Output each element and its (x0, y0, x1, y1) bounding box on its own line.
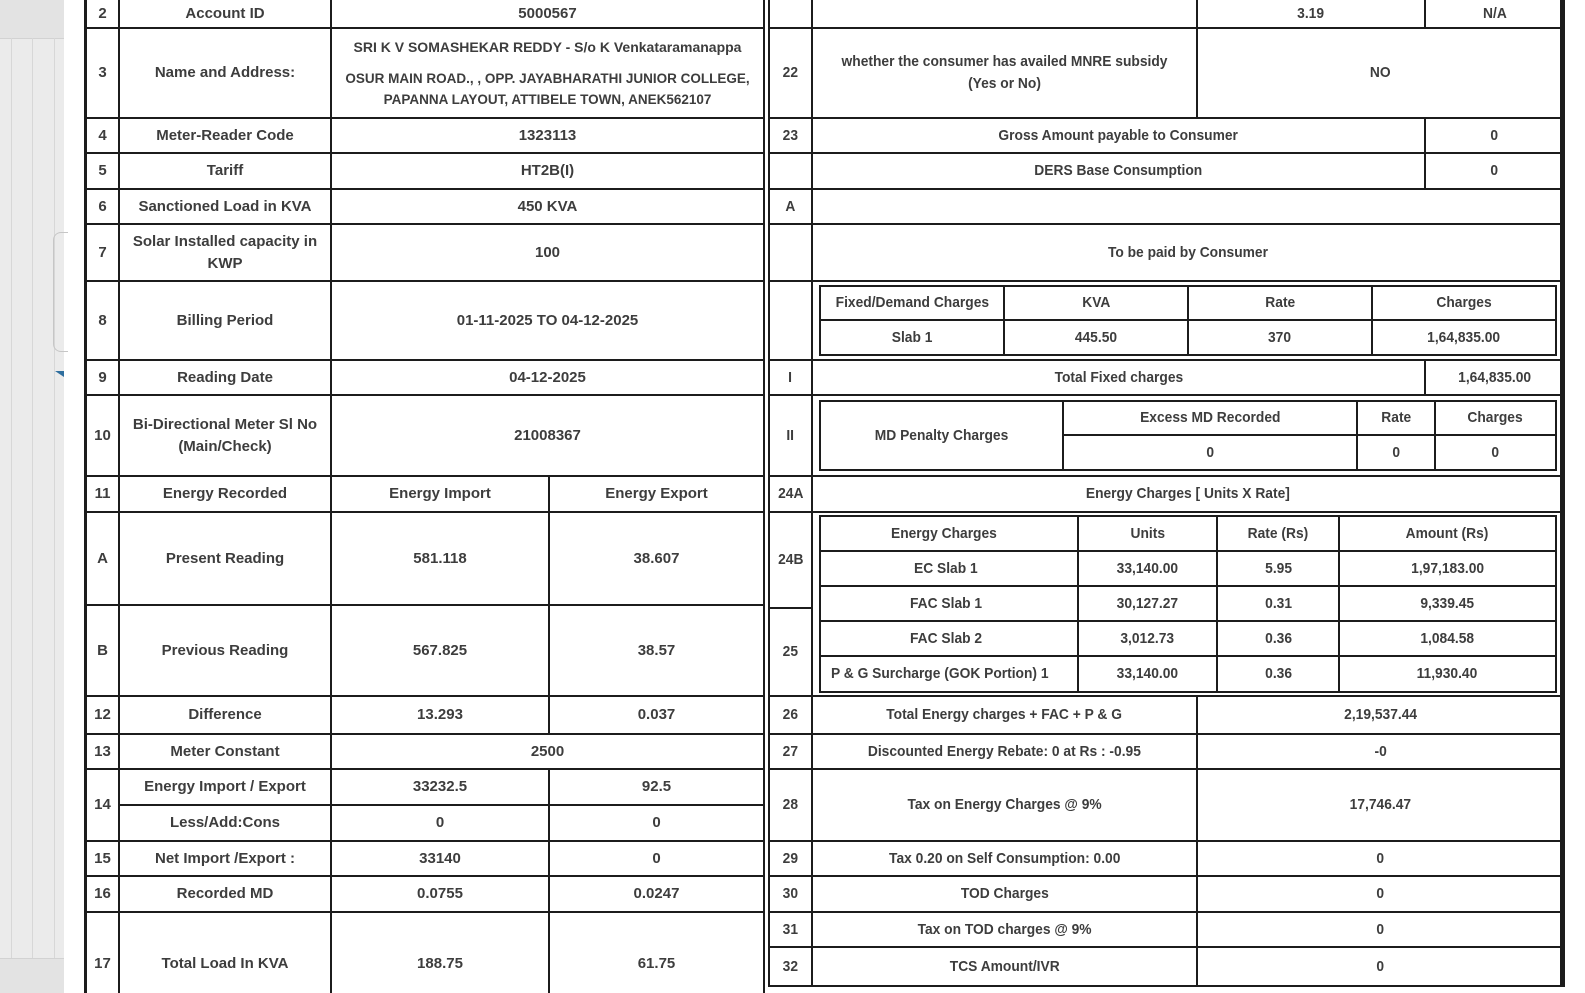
table-row (769, 876, 1564, 912)
table-row (86, 28, 764, 118)
table-row (769, 395, 1564, 476)
col-header (1339, 516, 1556, 551)
cell-text: 30 (782, 885, 799, 903)
cell-text: 1,084.58 (1420, 629, 1475, 647)
cell-text: 17,746.47 (1349, 796, 1412, 814)
table-row (769, 28, 1564, 118)
col-header (820, 516, 1078, 551)
cell-text: Charges (1436, 294, 1492, 312)
row-label: Account ID (119, 0, 331, 28)
row-num: 2 (86, 0, 119, 28)
cell-text: 1,64,835.00 (1458, 368, 1531, 386)
row-label (812, 153, 1425, 189)
row-num (769, 153, 812, 189)
md-penalty-cell (812, 395, 1564, 476)
row-num (769, 876, 812, 912)
cell-text: Fixed/Demand Charges (835, 294, 989, 312)
cell-text: Tax on Energy Charges @ 9% (907, 796, 1102, 814)
cell-text: Slab 1 (891, 328, 933, 346)
table-row (769, 947, 1564, 986)
col-header (1357, 401, 1434, 435)
energy-import-total: 33232.5 (331, 769, 549, 805)
cell-text: 0 (1376, 885, 1385, 903)
row-label (812, 0, 1197, 28)
cell-text: 11,930.40 (1417, 665, 1478, 683)
table-row (86, 360, 764, 395)
table-row (86, 805, 764, 841)
row-label: Billing Period (119, 281, 331, 360)
row-label: Reading Date (119, 360, 331, 395)
cell-text: Excess MD Recorded (1139, 409, 1281, 427)
consumer-details-table (85, 0, 765, 993)
cell-text: FAC Slab 2 (909, 629, 982, 647)
row-label: Bi-Directional Meter Sl No (Main/Check) (119, 395, 331, 476)
charge-name (820, 621, 1078, 656)
ders-base-value (1425, 153, 1564, 189)
col-header (1435, 401, 1556, 435)
background-app-panel (0, 0, 64, 993)
solar-capacity-value: 100 (331, 224, 764, 281)
difference-export: 0.037 (549, 696, 764, 734)
table-row (769, 0, 1564, 28)
mnre-subsidy-value (1197, 28, 1564, 118)
cell-text: 0 (1206, 443, 1214, 461)
cell-text: Energy Charges (891, 524, 998, 542)
table-row (86, 189, 764, 224)
tcs-amount-value (1197, 947, 1564, 986)
table-row (86, 395, 764, 476)
row-num (769, 28, 812, 118)
table-row (86, 912, 764, 993)
cell-text: 2,19,537.44 (1344, 706, 1417, 724)
table-row (86, 734, 764, 769)
cell-text: N/A (1482, 4, 1507, 22)
row-label (820, 401, 1063, 470)
row-label: Meter Constant (119, 734, 331, 769)
cell-text: TOD Charges (960, 885, 1049, 903)
total-load-export: 61.75 (549, 912, 764, 993)
charges-table (768, 0, 1565, 987)
slab-rate (1188, 320, 1372, 355)
present-reading-export: 38.607 (549, 512, 764, 605)
row-num: 16 (86, 876, 119, 912)
cell-text: 0.36 (1264, 629, 1292, 647)
recorded-md-import: 0.0755 (331, 876, 549, 912)
cell-text: EC Slab 1 (914, 559, 978, 577)
cell-text: To be paid by Consumer (1108, 243, 1268, 261)
tod-charges-value (1197, 876, 1564, 912)
row-num (769, 912, 812, 947)
table-row (769, 281, 1564, 360)
charge-units (1078, 656, 1218, 692)
cell-text: Units (1130, 524, 1165, 542)
row-label: Sanctioned Load in KVA (119, 189, 331, 224)
total-energy-charges-value (1197, 696, 1564, 734)
cell-text: Gross Amount payable to Consumer (998, 126, 1239, 144)
panel-rounded-edge (53, 232, 68, 352)
cell-text: 27 (782, 742, 799, 760)
row-num (769, 734, 812, 769)
cell-text: FAC Slab 1 (909, 594, 982, 612)
charge-rate (1217, 551, 1338, 586)
meter-constant-value: 2500 (331, 734, 764, 769)
row-num: 7 (86, 224, 119, 281)
less-add-cons-export: 0 (549, 805, 764, 841)
table-row (769, 696, 1564, 734)
table-row (769, 769, 1564, 841)
row-num (769, 769, 812, 841)
table-row (769, 224, 1564, 281)
slab-charges (1372, 320, 1556, 355)
cell-text: 0.36 (1264, 665, 1292, 683)
row-label: Recorded MD (119, 876, 331, 912)
previous-reading-import: 567.825 (331, 605, 549, 696)
cell-text: 23 (782, 126, 799, 144)
row-label: Name and Address: (119, 28, 331, 118)
row-num (769, 281, 812, 360)
table-row (769, 153, 1564, 189)
row-num: 10 (86, 395, 119, 476)
charge-name (820, 586, 1078, 621)
col-header (1372, 286, 1556, 320)
cell-text: 31 (782, 920, 799, 938)
row-num (769, 0, 812, 28)
table-row (820, 320, 1556, 355)
row-num: 3 (86, 28, 119, 118)
panel-divider (11, 38, 12, 958)
charge-amount (1339, 551, 1556, 586)
charge-amount (1339, 586, 1556, 621)
table-row (769, 476, 1564, 512)
panel-divider (54, 38, 55, 958)
total-fixed-charges-value (1425, 360, 1564, 395)
cell-text: A (785, 197, 796, 215)
cell-text: Total Energy charges + FAC + P & G (886, 706, 1123, 724)
table-row (769, 841, 1564, 876)
panel-bottom-band (0, 958, 64, 993)
row-label: Meter-Reader Code (119, 118, 331, 153)
reading-date-value: 04-12-2025 (331, 360, 764, 395)
table-row (820, 586, 1556, 621)
tax-self-consumption-value (1197, 841, 1564, 876)
md-rate-value (1357, 435, 1434, 470)
empty-cell (812, 189, 1564, 224)
col-header (1078, 516, 1218, 551)
row-num (769, 118, 812, 153)
cell-text: 29 (782, 849, 799, 867)
row-num: 15 (86, 841, 119, 876)
row-num: 9 (86, 360, 119, 395)
tax-energy-value (1197, 769, 1564, 841)
cell-text: 0 (1392, 443, 1400, 461)
charge-units (1078, 621, 1218, 656)
cell-text: 1,64,835.00 (1427, 328, 1501, 346)
cell-text: Total Fixed charges (1054, 368, 1183, 386)
row-label: Previous Reading (119, 605, 331, 696)
net-export-value: 0 (549, 841, 764, 876)
row-num: 6 (86, 189, 119, 224)
col-header (1063, 401, 1357, 435)
fixed-demand-charges-cell (812, 281, 1564, 360)
difference-import: 13.293 (331, 696, 549, 734)
row-num (769, 608, 812, 696)
cell-text: 0 (1376, 920, 1385, 938)
table-row (86, 512, 764, 605)
cell-text: 9,339.45 (1420, 594, 1475, 612)
cell-text: 1,97,183.00 (1410, 559, 1484, 577)
row-label: Less/Add:Cons (119, 805, 331, 841)
cell-text: MD Penalty Charges (874, 426, 1009, 444)
table-row (769, 912, 1564, 947)
row-num: A (86, 512, 119, 605)
row-num: 11 (86, 476, 119, 512)
row-label (812, 360, 1425, 395)
charge-rate (1217, 656, 1338, 692)
cell-text: 24B (777, 551, 804, 569)
cell-text: 0 (1491, 443, 1500, 461)
row-num (769, 224, 812, 281)
row-num (769, 395, 812, 476)
to-be-paid-header (812, 224, 1564, 281)
energy-charges-header (812, 476, 1564, 512)
panel-divider (32, 38, 33, 958)
row-label: Total Load In KVA (119, 912, 331, 993)
slab-kva (1004, 320, 1188, 355)
row-label (812, 118, 1425, 153)
table-outer-border (84, 0, 87, 993)
table-row (769, 360, 1564, 395)
meter-reader-code-value: 1323113 (331, 118, 764, 153)
row-num: 13 (86, 734, 119, 769)
less-add-cons-import: 0 (331, 805, 549, 841)
cell-text: 0 (1490, 162, 1499, 180)
cell-text: 28 (782, 796, 799, 814)
cell-text: 24A (777, 485, 804, 503)
recorded-md-export: 0.0247 (549, 876, 764, 912)
cell-text: Rate (1265, 294, 1295, 312)
charge-name (820, 551, 1078, 586)
row-num (769, 360, 812, 395)
cell-text: 370 (1268, 328, 1292, 346)
row-label: Net Import /Export : (119, 841, 331, 876)
excess-md-value (1063, 435, 1357, 470)
col-header (820, 286, 1004, 320)
consumer-name: SRI K V SOMASHEKAR REDDY - S/o K Venkataramanappa (353, 39, 742, 56)
col-header (1004, 286, 1188, 320)
energy-charges-table (819, 515, 1557, 693)
row-label: Present Reading (119, 512, 331, 605)
cell-text: 33,140.00 (1116, 559, 1179, 577)
table-row (86, 118, 764, 153)
present-reading-import: 581.118 (331, 512, 549, 605)
table-row (86, 841, 764, 876)
meter-serial-value: 21008367 (331, 395, 764, 476)
cell-text: 0.31 (1264, 594, 1292, 612)
billing-period-value: 01-11-2025 TO 04-12-2025 (331, 281, 764, 360)
cell-text: Discounted Energy Rebate: 0 at Rs : -0.95 (867, 742, 1142, 760)
row-label (812, 734, 1197, 769)
row-num (769, 476, 812, 512)
row-num (769, 841, 812, 876)
row-label: Energy Import / Export (119, 769, 331, 805)
col-header (1188, 286, 1372, 320)
row-label (812, 769, 1197, 841)
table-row (86, 769, 764, 805)
resize-arrow-icon (55, 371, 64, 377)
charge-rate (1217, 621, 1338, 656)
cell-text: KVA (1081, 294, 1111, 312)
row-value (1197, 0, 1425, 28)
cell-text: Amount (Rs) (1406, 524, 1489, 542)
col-header (1217, 516, 1338, 551)
table-row (769, 512, 1564, 608)
row-label: Difference (119, 696, 331, 734)
cell-text: NO (1370, 64, 1391, 82)
cell-text: TCS Amount/IVR (949, 957, 1060, 975)
charge-units (1078, 551, 1218, 586)
table-row (769, 734, 1564, 769)
table-row (86, 153, 764, 189)
cell-text: 0 (1376, 957, 1385, 975)
cell-text: 32 (782, 957, 799, 975)
cell-text: 26 (782, 706, 799, 724)
row-num: B (86, 605, 119, 696)
cell-text: DERS Base Consumption (1034, 162, 1203, 180)
energy-import-header: Energy Import (331, 476, 549, 512)
cell-text: 445.50 (1074, 328, 1118, 346)
table-outer-border (1560, 0, 1563, 985)
row-label (812, 696, 1197, 734)
net-import-value: 33140 (331, 841, 549, 876)
row-num: 17 (86, 912, 119, 993)
cell-text: 0 (1376, 849, 1385, 867)
cell-text: Energy Charges [ Units X Rate] (1086, 485, 1290, 503)
cell-text: 22 (782, 64, 799, 82)
gross-amount-value (1425, 118, 1564, 153)
row-num (769, 512, 812, 608)
table-row (769, 118, 1564, 153)
energy-charges-cell (812, 512, 1564, 696)
md-penalty-table (819, 400, 1557, 471)
table-row (86, 876, 764, 912)
row-value (1425, 0, 1564, 28)
row-label: Tariff (119, 153, 331, 189)
row-num (769, 189, 812, 224)
cell-text: -0 (1374, 742, 1387, 760)
table-row (86, 281, 764, 360)
cell-text: II (786, 426, 795, 444)
table-row (769, 189, 1564, 224)
row-num (769, 696, 812, 734)
table-row (86, 696, 764, 734)
cell-text: 0 (1490, 126, 1499, 144)
charge-amount (1339, 656, 1556, 692)
charge-units (1078, 586, 1218, 621)
cell-text: 30,127.27 (1116, 594, 1179, 612)
row-label (812, 841, 1197, 876)
table-row (820, 286, 1556, 320)
cell-text: 33,140.00 (1116, 665, 1179, 683)
row-num: 14 (86, 769, 119, 841)
cell-text: Tax 0.20 on Self Consumption: 0.00 (888, 849, 1121, 867)
row-label (812, 876, 1197, 912)
charge-amount (1339, 621, 1556, 656)
table-row (820, 621, 1556, 656)
previous-reading-export: 38.57 (549, 605, 764, 696)
cell-text: 5.95 (1264, 559, 1292, 577)
cell-text: Charges (1467, 409, 1523, 427)
consumer-address-line1: OSUR MAIN ROAD., , OPP. JAYABHARATHI JUNIOR COLLEGE, (345, 70, 750, 86)
cell-text: Rate (Rs) (1247, 524, 1309, 542)
cell-text: I (788, 368, 793, 386)
cell-text: 25 (782, 643, 799, 661)
row-label: Energy Recorded (119, 476, 331, 512)
row-label (812, 912, 1197, 947)
energy-export-total: 92.5 (549, 769, 764, 805)
total-load-import: 188.75 (331, 912, 549, 993)
cell-text: Rate (1380, 409, 1411, 427)
sanctioned-load-value: 450 KVA (331, 189, 764, 224)
name-address-value (331, 28, 764, 118)
tax-tod-value (1197, 912, 1564, 947)
cell-text: 3.19 (1297, 4, 1325, 22)
table-row (820, 551, 1556, 586)
row-label: Solar Installed capacity in KWP (119, 224, 331, 281)
account-id-value: 5000567 (331, 0, 764, 28)
table-row (820, 516, 1556, 551)
table-row (86, 0, 764, 28)
cell-text: Tax on TOD charges @ 9% (917, 920, 1092, 938)
table-row (86, 476, 764, 512)
row-num (769, 947, 812, 986)
row-label (812, 947, 1197, 986)
row-label (812, 28, 1197, 118)
slab-name (820, 320, 1004, 355)
row-num: 8 (86, 281, 119, 360)
charge-name (820, 656, 1078, 692)
energy-export-header: Energy Export (549, 476, 764, 512)
md-charges-value (1435, 435, 1556, 470)
fixed-demand-charges-table (819, 285, 1557, 356)
consumer-address-line2: PAPANNA LAYOUT, ATTIBELE TOWN, ANEK562107 (383, 92, 712, 108)
row-num: 4 (86, 118, 119, 153)
charge-rate (1217, 586, 1338, 621)
row-num: 5 (86, 153, 119, 189)
cell-text: 3,012.73 (1120, 629, 1175, 647)
table-row (820, 656, 1556, 692)
table-row (86, 224, 764, 281)
panel-top-band (0, 0, 64, 39)
table-row (86, 605, 764, 696)
tariff-value: HT2B(I) (331, 153, 764, 189)
table-row (820, 401, 1556, 435)
rebate-value (1197, 734, 1564, 769)
cell-text: whether the consumer has availed MNRE subsidy (Yes or No) (841, 53, 1168, 92)
cell-text: P & G Surcharge (GOK Portion) 1 (830, 665, 1049, 683)
row-num: 12 (86, 696, 119, 734)
